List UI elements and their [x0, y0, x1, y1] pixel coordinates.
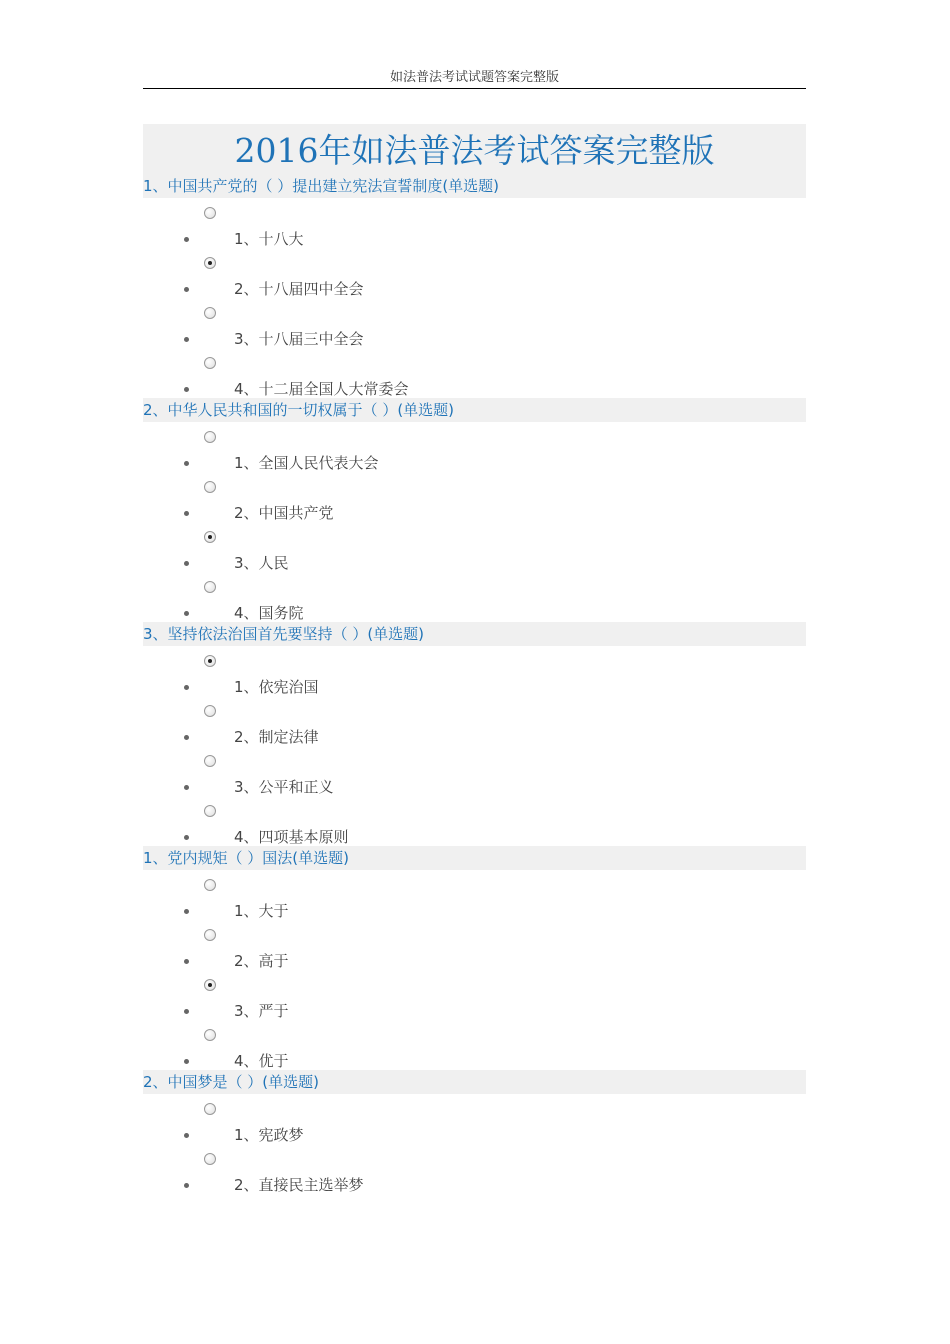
radio-unchecked[interactable] [204, 481, 216, 493]
option-label: 1、大于 [234, 902, 289, 920]
radio-unchecked[interactable] [204, 705, 216, 717]
option-row[interactable] [180, 357, 780, 397]
bullet-icon [184, 387, 189, 392]
option-label: 3、严于 [234, 1002, 289, 1020]
question-1: 1、中国共产党的（ ）提出建立宪法宣誓制度(单选题) [143, 174, 806, 198]
option-label: 4、国务院 [234, 604, 304, 622]
bullet-icon [184, 287, 189, 292]
page-title: 2016年如法普法考试答案完整版 [234, 131, 715, 170]
radio-checked[interactable] [204, 257, 216, 269]
radio-unchecked[interactable] [204, 879, 216, 891]
option-row[interactable] [180, 1103, 780, 1143]
title-block [143, 124, 806, 174]
option-row[interactable] [180, 307, 780, 347]
radio-unchecked[interactable] [204, 805, 216, 817]
bullet-icon [184, 685, 189, 690]
option-label: 2、制定法律 [234, 728, 319, 746]
option-label: 3、人民 [234, 554, 289, 572]
option-row[interactable] [180, 805, 780, 845]
question-3: 3、坚持依法治国首先要坚持（ ）(单选题) [143, 622, 806, 646]
option-row[interactable] [180, 1153, 780, 1193]
option-label: 1、全国人民代表大会 [234, 454, 379, 472]
option-row[interactable] [180, 431, 780, 471]
bullet-icon [184, 735, 189, 740]
bullet-icon [184, 337, 189, 342]
radio-unchecked[interactable] [204, 431, 216, 443]
option-label: 2、高于 [234, 952, 289, 970]
option-row[interactable] [180, 929, 780, 969]
page-header: 如法普法考试试题答案完整版 [389, 70, 559, 85]
radio-unchecked[interactable] [204, 207, 216, 219]
option-row[interactable] [180, 755, 780, 795]
option-label: 3、十八届三中全会 [234, 330, 364, 348]
radio-unchecked[interactable] [204, 357, 216, 369]
option-label: 2、中国共产党 [234, 504, 334, 522]
option-label: 1、依宪治国 [234, 678, 319, 696]
bullet-icon [184, 909, 189, 914]
question-2: 2、中华人民共和国的一切权属于（ ）(单选题) [143, 398, 806, 422]
option-row[interactable] [180, 531, 780, 571]
header-rule [143, 88, 806, 89]
option-label: 2、直接民主选举梦 [234, 1176, 364, 1194]
option-row[interactable] [180, 207, 780, 247]
bullet-icon [184, 959, 189, 964]
bullet-icon [184, 461, 189, 466]
bullet-icon [184, 1133, 189, 1138]
radio-unchecked[interactable] [204, 1029, 216, 1041]
option-row[interactable] [180, 655, 780, 695]
option-row[interactable] [180, 1029, 780, 1069]
bullet-icon [184, 1009, 189, 1014]
radio-checked[interactable] [204, 531, 216, 543]
option-row[interactable] [180, 581, 780, 621]
option-row[interactable] [180, 481, 780, 521]
option-label: 4、优于 [234, 1052, 289, 1070]
option-label: 2、十八届四中全会 [234, 280, 364, 298]
radio-unchecked[interactable] [204, 1153, 216, 1165]
radio-unchecked[interactable] [204, 581, 216, 593]
bullet-icon [184, 511, 189, 516]
question-5: 2、中国梦是（ ）(单选题) [143, 1070, 806, 1094]
bullet-icon [184, 785, 189, 790]
bullet-icon [184, 611, 189, 616]
radio-unchecked[interactable] [204, 929, 216, 941]
bullet-icon [184, 835, 189, 840]
option-label: 4、十二届全国人大常委会 [234, 380, 409, 398]
option-label: 3、公平和正义 [234, 778, 334, 796]
bullet-icon [184, 237, 189, 242]
radio-checked[interactable] [204, 979, 216, 991]
radio-unchecked[interactable] [204, 307, 216, 319]
option-label: 4、四项基本原则 [234, 828, 349, 846]
option-label: 1、十八大 [234, 230, 304, 248]
option-row[interactable] [180, 979, 780, 1019]
question-4: 1、党内规矩（ ）国法(单选题) [143, 846, 806, 870]
radio-checked[interactable] [204, 655, 216, 667]
radio-unchecked[interactable] [204, 755, 216, 767]
option-label: 1、宪政梦 [234, 1126, 304, 1144]
bullet-icon [184, 1183, 189, 1188]
bullet-icon [184, 1059, 189, 1064]
bullet-icon [184, 561, 189, 566]
radio-unchecked[interactable] [204, 1103, 216, 1115]
option-row[interactable] [180, 705, 780, 745]
option-row[interactable] [180, 257, 780, 297]
option-row[interactable] [180, 879, 780, 919]
